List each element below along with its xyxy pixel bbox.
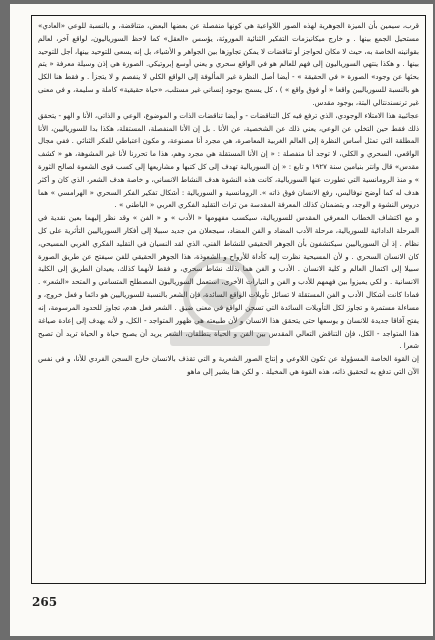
paragraph-2: عجائبية هذا الامتلاء الوجودي، الذي ترفع فيه كل التناقضات - و أيضا تناقضات الذات و الموضوع، الوعي و الذاتي، الأنا و الهو - يتحقق ذلك فقط حين التخلي عن الوعي، يعني ذلك عن الشخصية، عن الأنا . بل إن الأنا المنفصلة، المستقلة، هكذا بدا للسورياليين، الأنا المطلقة التي تمثل أساس النظرة إلى العالم الغربية المعاصرة، هي مجرد أنا مصنوعة، و مكون اعتباطي للفكر الثنائي . ففي مجال الواقعي، السحري و الكلي، لا توجد أنا منفصلة : « إن الأنا المستقلة هي مجرد وهم، هذا ما تحررنا لأنا غير المشوهة، هو « كشف مقدس» قال وانتر بنيامين سنة ١٩٢٧ و تابع : « إن السوريالية تهدف إلى كل كتبها و مشاريعها إلى كسب قوى الشعوة لصالح الثورة » و منذ الرومانسية التي تطورت عنها السوريالية، كانت هذه النشوة هدف النشاط الانساني، و خاصة هدف الشعر، الذي كان و أكثر هدف له كما أوضح نوفاليس، رفع الانسان فوق ذاته ». الرومانسية و السوريالية : أشكال تفكير الفكر السحري « الهرامسي » هما دروس النشوة و الوجد، و يتضمنان كذلك المعرفة المقدسة من تراث التقليد الفكري العربي « الباطني » . bbox=[38, 110, 419, 210]
page-number: 265 bbox=[32, 595, 58, 609]
paragraph-4: إن القوة الخاصة المسؤولة عن تكون اللاوعي و إنتاج الصور الشعرية و التي تقذف بالانسان خارج السجن الفردي للأنا، و في نفس الآن التي تدفع به لتحقيق ذاته، هذه القوة هي المخيلة . و لكن هنا يشير إلى ماهو bbox=[38, 354, 419, 376]
book-page bbox=[10, 4, 433, 636]
text-frame bbox=[31, 15, 426, 584]
paragraph-3: و مع اكتشاف الخطاب المعرفي المقدس للسوريالية، سيكسب مفهومها « الأدب » و « الفن » وقد نظر إليهما بعين نقدية في المرحلة الدادائية للسوريالية، مرحلة الأدب المضاد و الفن المضاد، سيجعلان من جديد سبيلا إلى أفكار السورياليين التأثرية على كل نظام . إذ أن السورياليين سيكتشفون بأن الجوهر الحقيقي للنشاط الفني، الذي لقد النسيان في التقليد الفكري الغربي المسيحي، كان الانسان السحري . و لأن المسيحية نظرت إليه كأداة للأرواح و الشعوذة، هذا الجوهر الحقيقي للفن سيفتح عن طريق الصورة سبيلا إلى اكتمال العالم و كلية الانسان . الأدب و الفن هما بذلك نشاط سحري، و فقط لأنهما كذلك، يعيدان الطريق إلى الكلية الانسانية . و لكي يميزوا بين فهمهم للأدب و الفن و التيارات الأخرى، استعمل السورياليون المصطلح المتسامي و المتحد «الشعر» . فمادا كانت أشكال الأدب و الفن المستقلة لا تسائل تأويلات الواقع السائدة، فإن الشعر بالنسبة للسورياليين هو دائما و فعل خروج، و مساءلة مستمرة و تجاوز لكل التأويلات السائدة التي تسجن الواقع في معنى ضيق . الشعر فعل هدم، تجاوز للحدود المرسومة، إنه يفتح آفاقا جديدة للانسان و يوسعها حتى يتحقق هذا الانسان و لأن طبيعته هي ظهور المتواجد - الكل، و لأنه يهدف إلى إعادة صياغة هذا المتواجد - الكل، فإن التناقض التعالي المقدس بين الفن و الحياة ينطلقان، الشعر يريد أن يصبح حياة و الحياة تريد أن تصبح شعرا . bbox=[38, 213, 419, 351]
body-text bbox=[32, 16, 425, 379]
paragraph-1: قرب، سيمين بأن الميزة الجوهرية لهذه الصور اللاواعية هي كونها منفصلة عن بعضها البعض، متناقضة، و بالنسبة للوعي «العادي» مستحيل الجمع بينها . و خارج ميكانيزمات التفكير الثنائية الموروثة، يؤسس «العقل» كما لاحظ السورياليون، لواقع آخر، لعالم بقوانينه الخاصة به، حيث لا مكان لحواجز أو تناقضات لا يمكن تجاوزها بين الجواهر و الأشياء، بل إنه يسعى للتوحيد بينها، أجل للتوحيد بينها . و هكذا ينتهي السورياليون إلى فهم للعالم هو في الواقع سحري و يعني أوسع إبروتيكي. الصورة هي إذن وسيلة معرفة « يتم بحثها عن وجود» الصورة « في الحقيقة » - أيضا أصل النظرة غير المألوفة إلى الواقع الكلي لا ينفصم و لا يتجزأ . و فقط هنا الكل هو بالنسبة للسورياليين واقعا « أو فوق واقع » ) ، كل يسمح بوجود إنساني غير مستلب، «حياة حقيقية» كاملة و سليمة، و في معنى غير ترنسندنتالي البتة، بوجود مقدس. bbox=[38, 21, 419, 107]
